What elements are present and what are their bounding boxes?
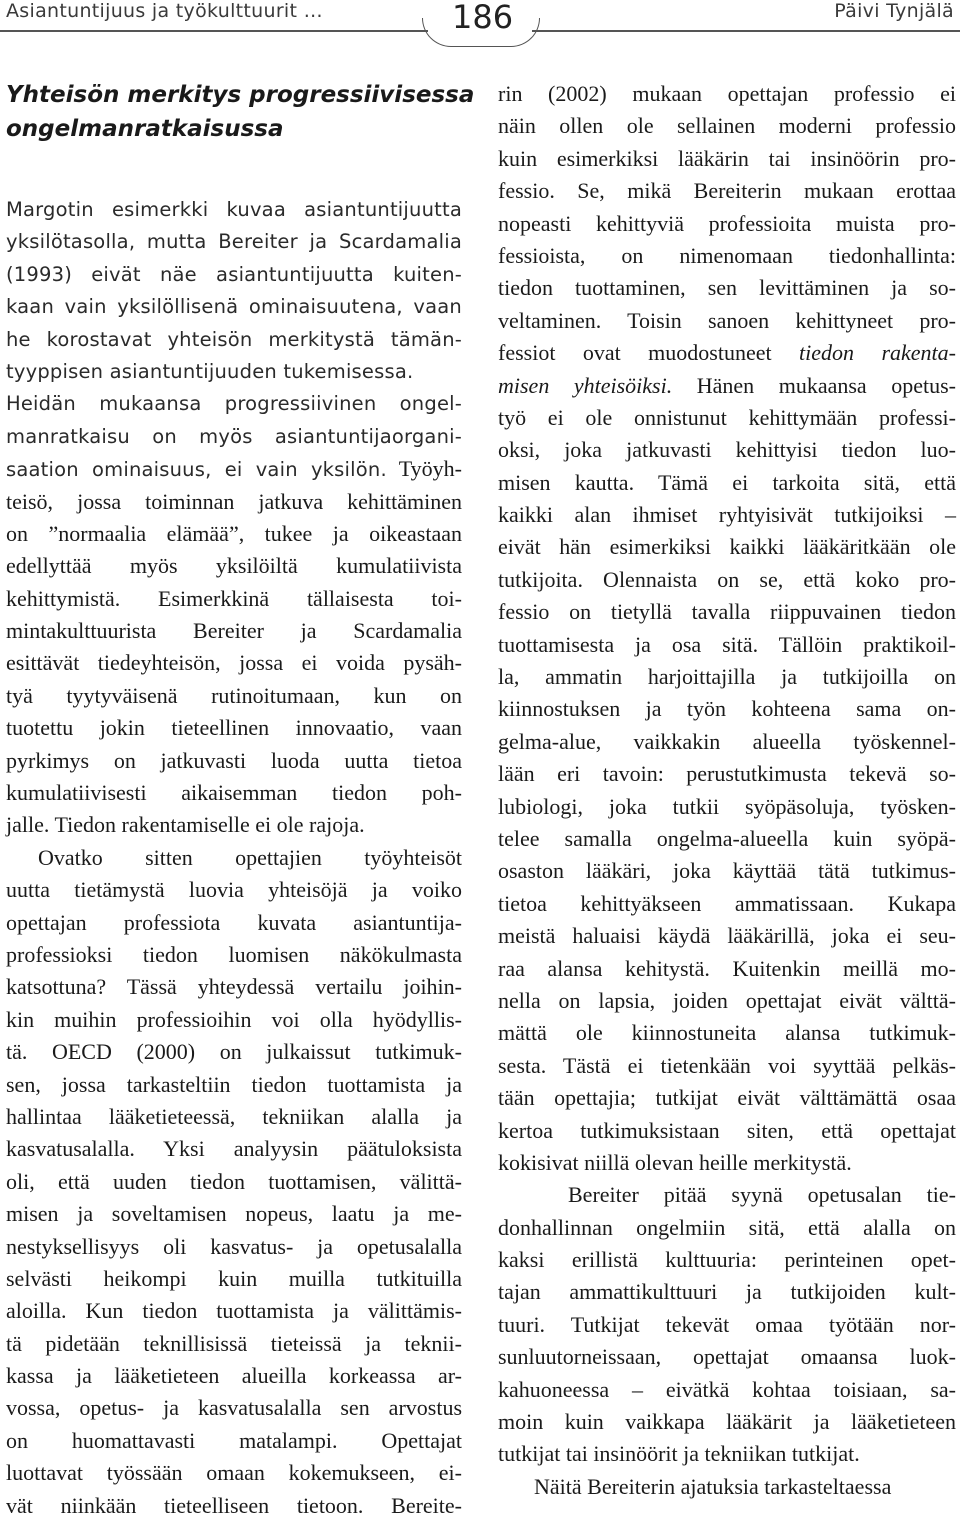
text-line: Margotin esimerkki kuvaa asiantuntijuutta — [6, 198, 462, 221]
text-fragment: saation ominaisuus, ei vain yksilön. — [6, 458, 387, 482]
text-line: kokisivat niillä olevan heille merkitystä. — [498, 1149, 852, 1175]
text-line: Näitä Bereiterin ajatuksia tarkasteltaessa — [534, 1473, 892, 1499]
text-line: tajan ammattikulttuuri ja tutkijoiden kult- — [498, 1279, 956, 1305]
text-line: kahuoneessa – eivätkä kohtaa toisiaan, sa- — [498, 1376, 956, 1402]
text-line: kumulatiivisesti aikaisemman tiedon poh- — [6, 780, 462, 806]
text-line: esittävät tiedeyhteisön, jossa ei voida pysäh- — [6, 650, 462, 676]
running-title: Asiantuntijuus ja työkulttuurit … — [6, 0, 323, 22]
text-line: rin (2002) mukaan opettajan professio ei — [498, 81, 956, 106]
text-line: kuin esimerkiksi lääkärin tai insinöörin pro- — [498, 145, 956, 171]
text-line: professioksi tiedon luomisen näkökulmasta — [6, 941, 462, 967]
text-line: on huomattavasti matalampi. Opettajat — [6, 1427, 462, 1453]
text-line: yksilötasolla, mutta Bereiter ja Scardamalia — [6, 230, 462, 254]
text-line: veltaminen. Toisin sanoen kehittyneet pro- — [498, 307, 956, 333]
text-line: teisö, jossa toiminnan jatkuva kehittäminen — [6, 488, 462, 514]
left-column — [6, 78, 475, 1522]
text-line: osaston lääkäri, joka käyttää tätä tutkimus- — [498, 858, 956, 884]
text-line: fessio on tietyllä tavalla riippuvainen tiedon — [498, 599, 956, 625]
text-line: sen, jossa tarkasteltiin tiedon tuottamista ja — [6, 1071, 462, 1097]
text-line: tutkijoita. Olennaista on se, että koko pro- — [498, 566, 956, 592]
text-line: fessio. Se, mikä Bereiterin mukaan erottaa — [498, 178, 956, 204]
text-line: Ovatko sitten opettajien työyhteisöt — [38, 844, 462, 870]
text-line: pyrkimys on jatkuvasti luoda uutta tietoa — [6, 747, 462, 773]
heading-line: Yhteisön merkitys progressiivisessa — [6, 82, 475, 108]
text-line: kasvatusalalla. Yksi analyysin päätuloksista — [6, 1136, 462, 1162]
italic-term: tiedon rakenta- — [799, 340, 956, 366]
paragraph-final — [498, 1471, 956, 1503]
text-line: gelma-alue, vaikkakin alueella työskennel- — [498, 728, 956, 754]
text-line: kaksi erillistä kulttuuria: perinteinen opet- — [498, 1247, 956, 1273]
text-line: vossa, opetus- ja kasvatusalalla sen arvostus — [6, 1395, 462, 1421]
paragraph-comparison — [6, 842, 462, 1522]
text-line: kassa ja lääketieteen alueilla korkeassa ar- — [6, 1363, 462, 1389]
text-line: on ”normaalia elämää”, tukee ja oikeastaan — [6, 520, 462, 546]
text-line: lään eri tavoin: perustutkimusta tekevä so- — [498, 761, 956, 787]
text-line: jalle. Tiedon rakentamiselle ei ole rajoja. — [6, 812, 365, 838]
header-rule-left — [0, 30, 428, 32]
text-line: oli, että uuden tiedon tuottamisen, välittä- — [6, 1168, 462, 1194]
text-line: näin ollen ole sellainen moderni professio — [498, 113, 956, 139]
text-line: he korostavat yhteisön merkitystä tämän- — [6, 327, 462, 351]
paragraph-continued — [498, 78, 956, 1179]
text-line-mixed — [498, 370, 956, 402]
text-line: eivät hän esimerkiksi kaikki lääkäritkään ole — [498, 534, 956, 560]
paragraph-intro — [6, 194, 462, 842]
text-line: sesta. Tästä ei tietenkään voi syyttää pelkäs- — [498, 1052, 956, 1078]
text-line: kiinnostuksen ja työn kohteena sama on- — [498, 696, 956, 722]
text-line: tutkijat tai insinöörit ja tekniikan tutkijat. — [498, 1441, 860, 1467]
text-line: aloilla. Kun tiedon tuottamista ja välittämis- — [6, 1298, 462, 1324]
right-column — [498, 78, 956, 1503]
text-line-mixed — [6, 453, 462, 485]
text-line: uutta tietämystä luovia yhteisöjä ja voiko — [6, 877, 462, 903]
text-line: kaikki alan ihmiset ryhtyisivät tutkijoiksi – — [498, 502, 956, 528]
italic-term: misen yhteisöiksi. — [498, 372, 673, 398]
paragraph-two-cultures — [498, 1179, 956, 1471]
text-line: meistä haluaisi käydä lääkärillä, joka ei seu- — [498, 923, 956, 949]
text-line: lubiologi, joka tutkii syöpäsoluja, työsken- — [498, 793, 956, 819]
text-line: työ ei ole onnistunut kehittymään professi- — [498, 404, 956, 430]
text-fragment: Työyh- — [398, 456, 462, 482]
text-line: misen kautta. Tämä ei tarkoita sitä, että — [498, 469, 956, 495]
text-line-mixed — [498, 337, 956, 369]
section-heading — [6, 78, 475, 146]
text-line: tuotettu jokin tieteellinen innovaatio, vaan — [6, 715, 462, 741]
text-line: edellyttää myös yksilöiltä kumulatiivista — [6, 553, 462, 579]
text-line: manratkaisu on myös asiantuntijaorgani- — [6, 424, 462, 448]
text-line: Bereiter pitää syynä opetusalan tie- — [568, 1182, 956, 1208]
page-number: 186 — [452, 0, 514, 36]
text-line: tietoa kehittyäkseen ammatissaan. Kukapa — [498, 890, 956, 916]
text-line: kehittymistä. Esimerkkinä tällaisesta toi- — [6, 585, 462, 611]
text-line: selvästi heikompi kuin muilla tutkituilla — [6, 1265, 462, 1291]
running-header — [0, 0, 960, 52]
text-line: telee samalla ongelma-alueella kuin syöpä- — [498, 825, 956, 851]
text-line: tyyppisen asiantuntijuuden tukemisessa. — [6, 359, 414, 383]
text-line: nestyksellisyys oli kasvatus- ja opetusalalla — [6, 1233, 462, 1259]
text-line: mintakulttuurista Bereiter ja Scardamalia — [6, 618, 462, 644]
text-line: luottavat työssään omaan kokemukseen, ei- — [6, 1460, 462, 1486]
text-line: la, ammatin harjoittajilla ja tutkijoilla on — [498, 664, 956, 690]
text-line: Heidän mukaansa progressiivinen ongel- — [6, 392, 462, 416]
text-line: nella on lapsia, joiden opettajat eivät välttä- — [498, 987, 956, 1013]
text-line: oksi, joka jatkuvasti kehittyisi tiedon luo- — [498, 437, 956, 463]
header-rule-right — [532, 30, 960, 32]
text-line: opettajan professiota kuvata asiantuntija- — [6, 909, 462, 935]
text-line: kertoa tutkimuksistaan siten, että opettajat — [498, 1117, 956, 1143]
text-line: kaan vain yksilöllisenä ominaisuutena, vaan — [6, 295, 462, 319]
text-line: fessioista, on nimenomaan tiedonhallinta: — [498, 242, 956, 268]
text-line: raa alansa kehitystä. Kuitenkin meillä mo- — [498, 955, 956, 981]
text-line: tä pidetään teknillisissä tieteissä ja teknii- — [6, 1330, 462, 1356]
text-line: nopeasti kehittyviä professioita muista pro- — [498, 210, 956, 236]
text-line: (1993) eivät näe asiantuntijuutta kuiten- — [6, 262, 462, 286]
author-name: Päivi Tynjälä — [834, 0, 954, 22]
heading-line: ongelmanratkaisussa — [6, 116, 284, 142]
text-line: tään opettajia; tutkijat eivät välttämättä osaa — [498, 1085, 956, 1111]
text-line: mättä ole kiinnostuneita alansa tutkimuk- — [498, 1020, 956, 1046]
text-line: kin muihin professioihin voi olla hyödyllis- — [6, 1006, 462, 1032]
text-line: hallintaa lääketieteessä, tekniikan alalla ja — [6, 1103, 462, 1129]
text-line: misen ja soveltamisen nopeus, laatu ja me- — [6, 1201, 462, 1227]
text-line: tyä tyytyväisenä rutinoitumaan, kun on — [6, 682, 462, 708]
text-fragment: fessiot ovat muodostuneet — [498, 340, 800, 366]
text-line: katsottuna? Tässä yhteydessä vertailu joihin- — [6, 974, 462, 1000]
text-line: tä. OECD (2000) on julkaissut tutkimuk- — [6, 1039, 462, 1065]
text-line: vät niinkään tieteelliseen tietoon. Bereite- — [6, 1492, 462, 1518]
text-fragment: Hänen mukaansa opetus- — [672, 372, 956, 398]
text-line: tuottamisesta ja osa sitä. Tällöin praktikoil- — [498, 631, 956, 657]
text-line: sunluutorneissaan, opettajat omaansa luok- — [498, 1344, 956, 1370]
text-line: donhallinnan ongelmiin sitä, että alalla on — [498, 1214, 956, 1240]
text-line: moin kuin vaikkapa lääkärit ja lääketieteen — [498, 1409, 956, 1435]
text-line: tiedon tuottaminen, sen levittäminen ja so- — [498, 275, 956, 301]
text-line: tuuri. Tutkijat tekevät omaa työtään nor- — [498, 1311, 956, 1337]
